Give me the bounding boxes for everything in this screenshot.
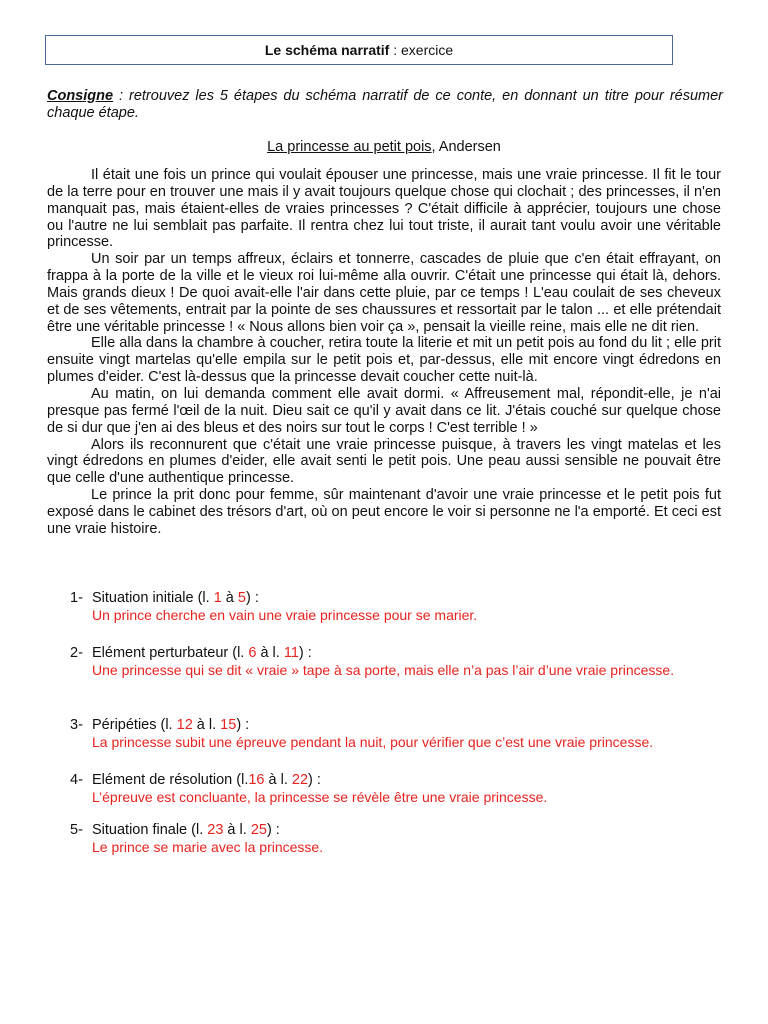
paragraph: Il était une fois un prince qui voulait épouser une princesse, mais une vraie princesse. Il fit le tour de la terre pour en trouver une mais il y avait toujours quelque chose qui clochait ; des princesses, il n'en manquait pas, mais étaient-elles de vraies princesses ? C'était difficile à apprécier, toujours une chose ou l'autre ne lui semblait pas parfaite. Il rentra chez lui tout triste, il aurait tant voulu avoir une véritable princesse. — [47, 167, 721, 251]
step-label: Péripéties (l. 12 à l. 15) : — [92, 717, 250, 733]
step-label: Situation initiale (l. 1 à 5) : — [92, 590, 259, 606]
step-number: 4- — [70, 772, 83, 788]
consigne-text: : retrouvez les 5 étapes du schéma narratif de ce conte, en donnant un titre pour résumer chaque étape. — [47, 88, 723, 121]
step-answer: L’épreuve est concluante, la princesse se révèle être une vraie princesse. — [92, 789, 548, 805]
step-answer: La princesse subit une épreuve pendant la nuit, pour vérifier que c’est une vraie princesse. — [92, 734, 654, 750]
step-number: 3- — [70, 717, 83, 733]
paragraph: Un soir par un temps affreux, éclairs et tonnerre, cascades de pluie que c'en était effrayant, on frappa à la porte de la ville et le vieux roi lui-même alla ouvrir. C'était une princesse qui était là, dehors. Mais grands dieux ! De quoi avait-elle l'air dans cette pluie, par ce temps ! L'eau coulait de ses cheveux et de ses vêtements, entrait par la pointe de ses chaussures et ressortait par le talon ... et elle prétendait être une véritable princesse ! « Nous allons bien voir ça », pensait la vieille reine, mais elle ne dit rien. — [47, 251, 721, 335]
steps-list — [70, 589, 722, 871]
story-title-text: La princesse au petit pois — [267, 139, 432, 155]
step-answer: Le prince se marie avec la princesse. — [92, 839, 324, 855]
step-label: Elément de résolution (l.16 à l. 22) : — [92, 772, 321, 788]
step-head — [70, 821, 722, 839]
paragraph: Alors ils reconnurent que c'était une vraie princesse puisque, à travers les vingt matelas et les vingt édredons en plumes d'eider, elle avait senti le petit pois. Une peau aussi sensible ne pouvait être que celle d'une authentique princesse. — [47, 436, 721, 487]
step-head — [70, 644, 722, 662]
consigne-label: Consigne — [47, 88, 114, 104]
step-answer: Un prince cherche en vain une vraie princesse pour se marier. — [92, 607, 478, 623]
title-bold: Le schéma narratif — [264, 42, 390, 58]
step-label: Elément perturbateur (l. 6 à l. 11) : — [92, 645, 312, 661]
paragraph: Au matin, on lui demanda comment elle avait dormi. « Affreusement mal, répondit-elle, je n'ai presque pas fermé l'œil de la nuit. Dieu sait ce qu'il y avait dans ce lit. J'étais couché sur quelque chose de si dur que j'en ai des bleus et des noirs sur tout le corps ! C'est terrible ! » — [47, 385, 721, 436]
title-box — [45, 35, 673, 65]
step-5 — [70, 821, 722, 871]
paragraph: Elle alla dans la chambre à coucher, retira toute la literie et mit un petit pois au fond du lit ; elle prit ensuite vingt martelas qu'elle empila sur le petit pois et, par-dessus, elle mit encore vingt édredons en plumes d'eider. C'est là-dessus que la princesse devait coucher cette nuit-là. — [47, 335, 721, 386]
step-2 — [70, 644, 722, 716]
step-1 — [70, 589, 722, 644]
consigne — [47, 88, 723, 122]
step-4 — [70, 771, 722, 821]
step-head — [70, 589, 722, 607]
title-rest: : exercice — [389, 42, 454, 58]
step-number: 5- — [70, 822, 83, 838]
step-head — [70, 771, 722, 789]
story-title — [0, 139, 768, 156]
step-answer: Une princesse qui se dit « vraie » tape à sa porte, mais elle n’a pas l’air d’une vraie princesse. — [92, 662, 675, 678]
step-label: Situation finale (l. 23 à l. 25) : — [92, 822, 280, 838]
step-3 — [70, 716, 722, 771]
step-head — [70, 716, 722, 734]
tale-text — [47, 167, 721, 538]
step-number: 1- — [70, 590, 83, 606]
step-number: 2- — [70, 645, 83, 661]
story-author: , Andersen — [431, 139, 501, 155]
paragraph: Le prince la prit donc pour femme, sûr maintenant d'avoir une vraie princesse et le petit pois fut exposé dans le cabinet des trésors d'art, où on peut encore le voir si personne ne l'a emporté. Et ceci est une vraie histoire. — [47, 487, 721, 537]
